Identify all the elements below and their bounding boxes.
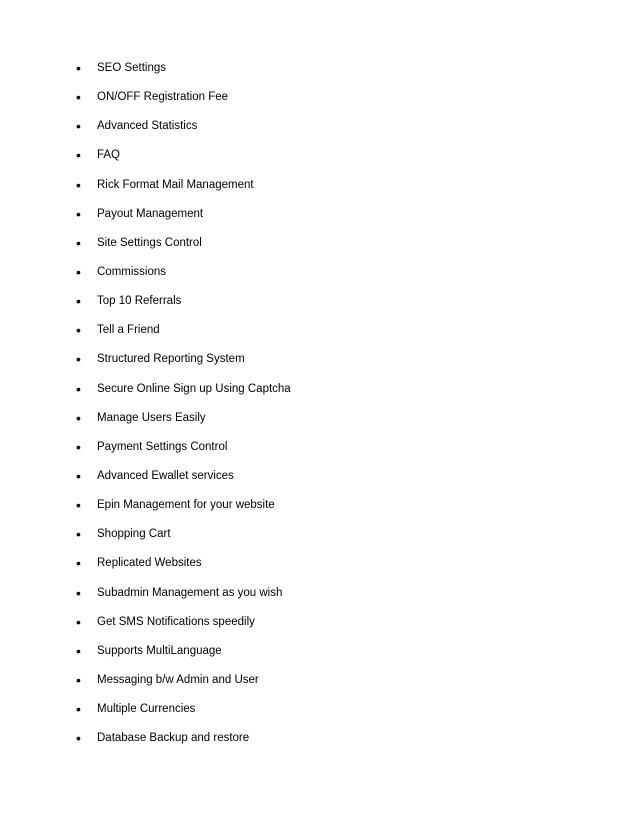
- list-item-text: Messaging b/w Admin and User: [97, 673, 259, 686]
- bullet-icon: •: [76, 380, 81, 397]
- bullet-icon: •: [76, 671, 81, 688]
- bullet-icon: •: [76, 642, 81, 659]
- list-item-text: FAQ: [97, 149, 121, 162]
- bullet-icon: •: [76, 467, 81, 484]
- bullet-icon: •: [76, 147, 81, 164]
- list-item-text: Payout Management: [97, 207, 204, 220]
- bullet-icon: •: [76, 526, 81, 543]
- list-item: [0, 670, 638, 699]
- list-item-text: Advanced Ewallet services: [97, 469, 234, 482]
- list-item-text: Epin Management for your website: [97, 499, 275, 512]
- bullet-icon: •: [76, 555, 81, 572]
- bullet-icon: •: [76, 118, 81, 135]
- list-item-text: Replicated Websites: [97, 557, 202, 570]
- list-item: [0, 116, 638, 145]
- list-item-text: Structured Reporting System: [97, 353, 245, 366]
- list-item-text: Rick Format Mail Management: [97, 178, 254, 191]
- list-item-text: Subadmin Management as you wish: [97, 586, 283, 599]
- bullet-icon: •: [76, 351, 81, 368]
- list-item-text: Commissions: [97, 265, 167, 278]
- bullet-icon: •: [76, 584, 81, 601]
- bullet-icon: •: [76, 730, 81, 747]
- bullet-icon: •: [76, 293, 81, 310]
- list-item: [0, 612, 638, 641]
- list-item: [0, 728, 638, 757]
- list-item-text: Advanced Statistics: [97, 120, 198, 133]
- bullet-icon: •: [76, 613, 81, 630]
- list-item: [0, 145, 638, 174]
- list-item: [0, 175, 638, 204]
- list-item-text: Payment Settings Control: [97, 440, 228, 453]
- list-item: [0, 553, 638, 582]
- list-item: [0, 524, 638, 553]
- list-item: [0, 58, 638, 87]
- list-item: [0, 204, 638, 233]
- bullet-icon: •: [76, 60, 81, 76]
- list-item-text: Tell a Friend: [97, 324, 160, 337]
- bullet-icon: •: [76, 701, 81, 718]
- list-item: [0, 641, 638, 670]
- list-item: [0, 699, 638, 728]
- list-item: [0, 233, 638, 262]
- list-item-text: Manage Users Easily: [97, 411, 206, 424]
- bullet-icon: •: [76, 497, 81, 514]
- list-item: [0, 466, 638, 495]
- list-item-text: SEO Settings: [97, 62, 167, 74]
- list-item: [0, 437, 638, 466]
- feature-list: [0, 58, 638, 757]
- bullet-icon: •: [76, 409, 81, 426]
- bullet-icon: •: [76, 263, 81, 280]
- list-item: [0, 408, 638, 437]
- list-item: [0, 583, 638, 612]
- list-item: [0, 320, 638, 349]
- list-item-text: Supports MultiLanguage: [97, 644, 222, 657]
- list-item: [0, 262, 638, 291]
- bullet-icon: •: [76, 205, 81, 222]
- list-item-text: Secure Online Sign up Using Captcha: [97, 382, 291, 395]
- list-item-text: Top 10 Referrals: [97, 295, 182, 308]
- list-item: [0, 349, 638, 378]
- list-item-text: Site Settings Control: [97, 236, 202, 249]
- list-item-text: Shopping Cart: [97, 528, 171, 541]
- bullet-icon: •: [76, 89, 81, 106]
- bullet-icon: •: [76, 438, 81, 455]
- bullet-icon: •: [76, 322, 81, 339]
- list-item: [0, 379, 638, 408]
- bullet-icon: •: [76, 176, 81, 193]
- list-item-text: Get SMS Notifications speedily: [97, 615, 255, 628]
- list-item: [0, 87, 638, 116]
- list-item-text: Multiple Currencies: [97, 703, 196, 716]
- list-item: [0, 291, 638, 320]
- list-item-text: Database Backup and restore: [97, 732, 250, 745]
- list-item-text: ON/OFF Registration Fee: [97, 91, 229, 104]
- bullet-icon: •: [76, 234, 81, 251]
- list-item: [0, 495, 638, 524]
